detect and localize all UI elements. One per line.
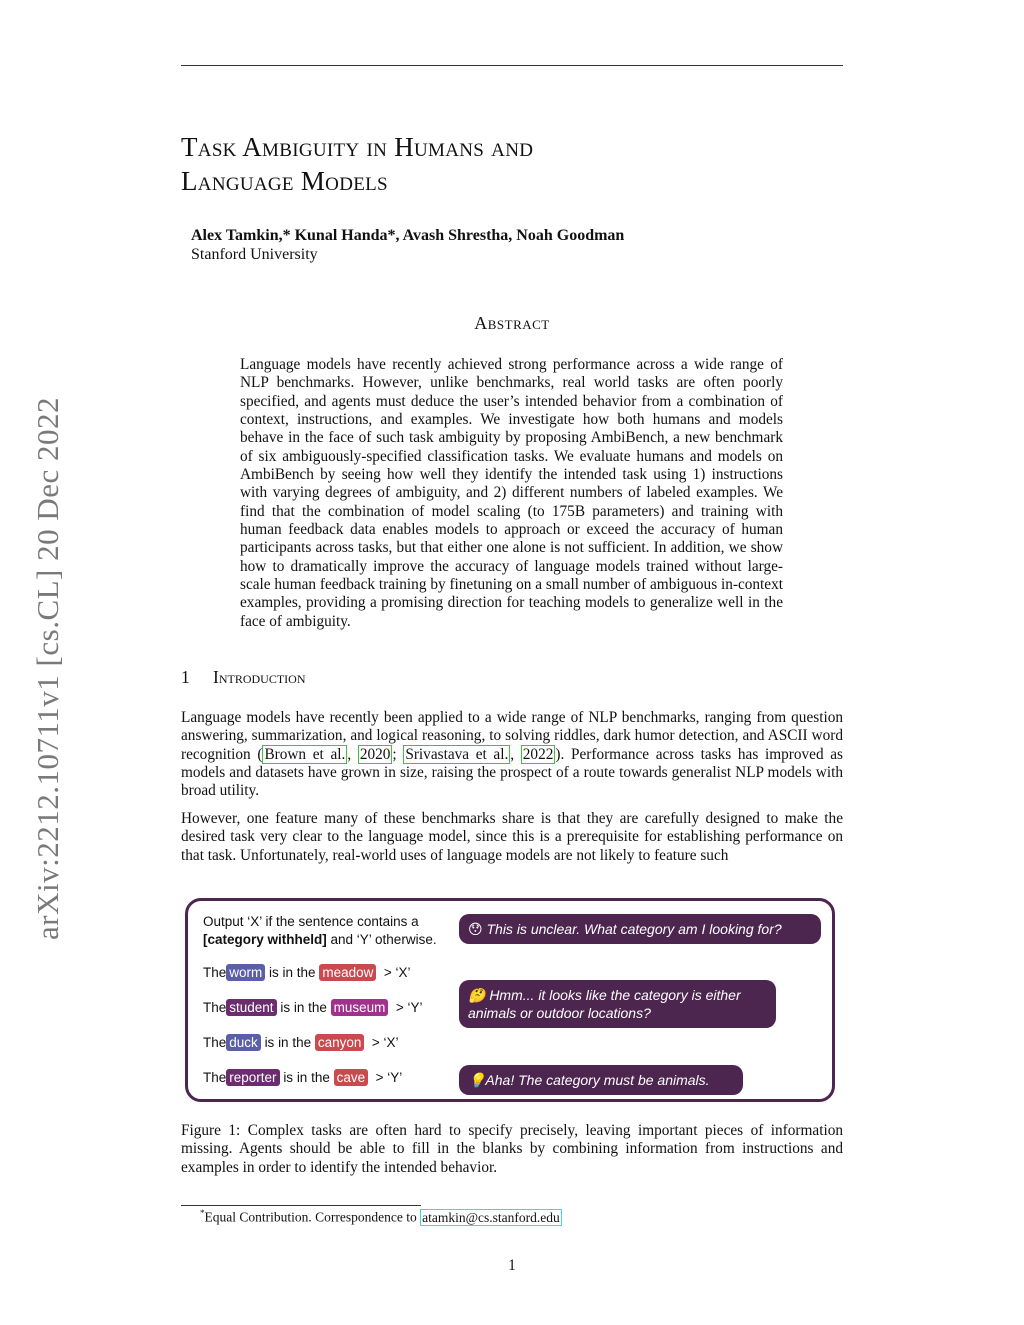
bubble-hmm: 🤔 Hmm... it looks like the category is either animals or outdoor locations? xyxy=(459,980,776,1028)
example-subject-tag: worm xyxy=(226,964,265,981)
top-rule xyxy=(181,65,843,66)
example-row xyxy=(203,1070,402,1085)
section-heading xyxy=(181,667,306,688)
example-subject-tag: duck xyxy=(226,1034,261,1051)
footnote-text: Equal Contribution. Correspondence to xyxy=(204,1209,421,1225)
footnote xyxy=(200,1208,562,1226)
figure-1 xyxy=(185,898,835,1102)
abstract-body: Language models have recently achieved strong performance across a wide range of NLP benchmarks. However, unlike benchmarks, real world tasks are often poorly specified, and agents must deduce the user’s intended behavior from a combination of context, instructions, and examples. We investigate how both humans and models behave in the face of such task ambiguity by proposing AmbiBench, a new benchmark of six ambiguously-specified classification tasks. We evaluate humans and models on AmbiBench by seeing how well they identify the intended task using 1) instructions with varying degrees of ambiguity, and 2) different numbers of labeled examples. We find that the combination of model scaling (to 175B parameters) and training with human feedback data enables models to approach or exceed the accuracy of human participants across tasks, but that either one alone is not sufficient. In addition, we show how to dramatically improve the accuracy of language models trained without large-scale human feedback training by finetuning on a small number of ambiguous in-context examples, providing a promising direction for teaching models to generalize well in the face of ambiguity. xyxy=(240,356,783,630)
section-title: Introduction xyxy=(213,667,306,687)
instruction-line-2 xyxy=(203,931,437,949)
cite-srivastava-year: 2022 xyxy=(522,745,554,763)
page-number: 1 xyxy=(508,1257,516,1274)
abstract-heading: Abstract xyxy=(474,313,550,333)
example-location-tag: canyon xyxy=(315,1034,365,1051)
p1-text-after: ). Performance across tasks has improved as models and datasets have grown in size, raising the prospect of a route towards generalist NLP models with broad utility. xyxy=(181,745,843,800)
email-link[interactable]: atamkin@cs.stanford.edu xyxy=(422,1209,560,1225)
p1-text-before: Language models have recently been applied to a wide range of NLP benchmarks, ranging from question answering, summarization, and logical reasoning, to solving riddles, dark humor detection, and ASCII word recognition ( xyxy=(181,709,843,763)
example-the: The xyxy=(203,1070,227,1085)
example-mid: is in the xyxy=(269,965,316,980)
title-line-1: Task Ambiguity in Humans and xyxy=(181,132,534,162)
example-output: > ‘X’ xyxy=(383,965,411,980)
example-mid: is in the xyxy=(283,1070,330,1085)
cite-brown-name: Brown et al. xyxy=(264,745,346,763)
example-output: > ‘X’ xyxy=(371,1035,399,1050)
intro-paragraph-2: However, one feature many of these benchmarks share is that they are carefully designed to make the desired task very clear to the language model, since this is a prerequisite for establishing performance on that task. Unfortunately, real-world uses of language models are not likely to feature such xyxy=(181,810,843,864)
citation-brown-year[interactable] xyxy=(358,745,393,764)
footnote-mark: * xyxy=(200,1208,205,1218)
example-row xyxy=(203,1035,399,1050)
example-row xyxy=(203,965,411,980)
cite-sep: , xyxy=(347,745,358,763)
example-the: The xyxy=(203,1000,227,1015)
citation-brown[interactable] xyxy=(262,745,347,764)
instruction-bold: [category withheld] xyxy=(203,932,327,947)
instruction-rest: and ‘Y’ otherwise. xyxy=(326,932,437,947)
example-location-tag: cave xyxy=(334,1069,369,1086)
bubble-aha: 💡Aha! The category must be animals. xyxy=(459,1065,743,1095)
example-location-tag: meadow xyxy=(319,964,376,981)
footnote-rule xyxy=(181,1205,421,1206)
paper-title xyxy=(181,130,533,198)
title-line-2: Language Models xyxy=(181,166,388,196)
example-subject-tag: reporter xyxy=(226,1069,279,1086)
example-subject-tag: student xyxy=(226,999,276,1016)
cite-srivastava-name: Srivastava et al. xyxy=(405,745,509,763)
section-number: 1 xyxy=(181,667,190,687)
example-output: > ‘Y’ xyxy=(395,1000,423,1015)
example-mid: is in the xyxy=(280,1000,327,1015)
example-mid: is in the xyxy=(264,1035,312,1050)
example-location-tag: museum xyxy=(331,999,389,1016)
affiliation: Stanford University xyxy=(191,246,318,263)
instruction-line-1: Output ‘X’ if the sentence contains a xyxy=(203,914,419,929)
example-output: > ‘Y’ xyxy=(375,1070,403,1085)
example-the: The xyxy=(203,1035,227,1050)
arxiv-identifier: arXiv:2212.10711v1 [cs.CL] 20 Dec 2022 xyxy=(30,396,65,940)
authors: Alex Tamkin,* Kunal Handa*, Avash Shrestha, Noah Goodman xyxy=(191,227,625,244)
example-the: The xyxy=(203,965,227,980)
citation-srivastava-year[interactable] xyxy=(521,745,556,764)
cite-sep: , xyxy=(510,745,521,763)
cite-brown-year: 2020 xyxy=(359,745,391,763)
figure-instruction xyxy=(203,913,437,949)
cite-sep: ; xyxy=(392,745,404,763)
bubble-unclear: 😯 This is unclear. What category am I looking for? xyxy=(459,914,821,944)
intro-paragraph-1 xyxy=(181,709,843,801)
citation-srivastava[interactable] xyxy=(403,745,510,764)
figure-caption: Figure 1: Complex tasks are often hard to specify precisely, leaving important pieces of information missing. Agents should be able to fill in the blanks by combining information from instructions and examples in order to identify the intended behavior. xyxy=(181,1122,843,1176)
example-row xyxy=(203,1000,423,1015)
